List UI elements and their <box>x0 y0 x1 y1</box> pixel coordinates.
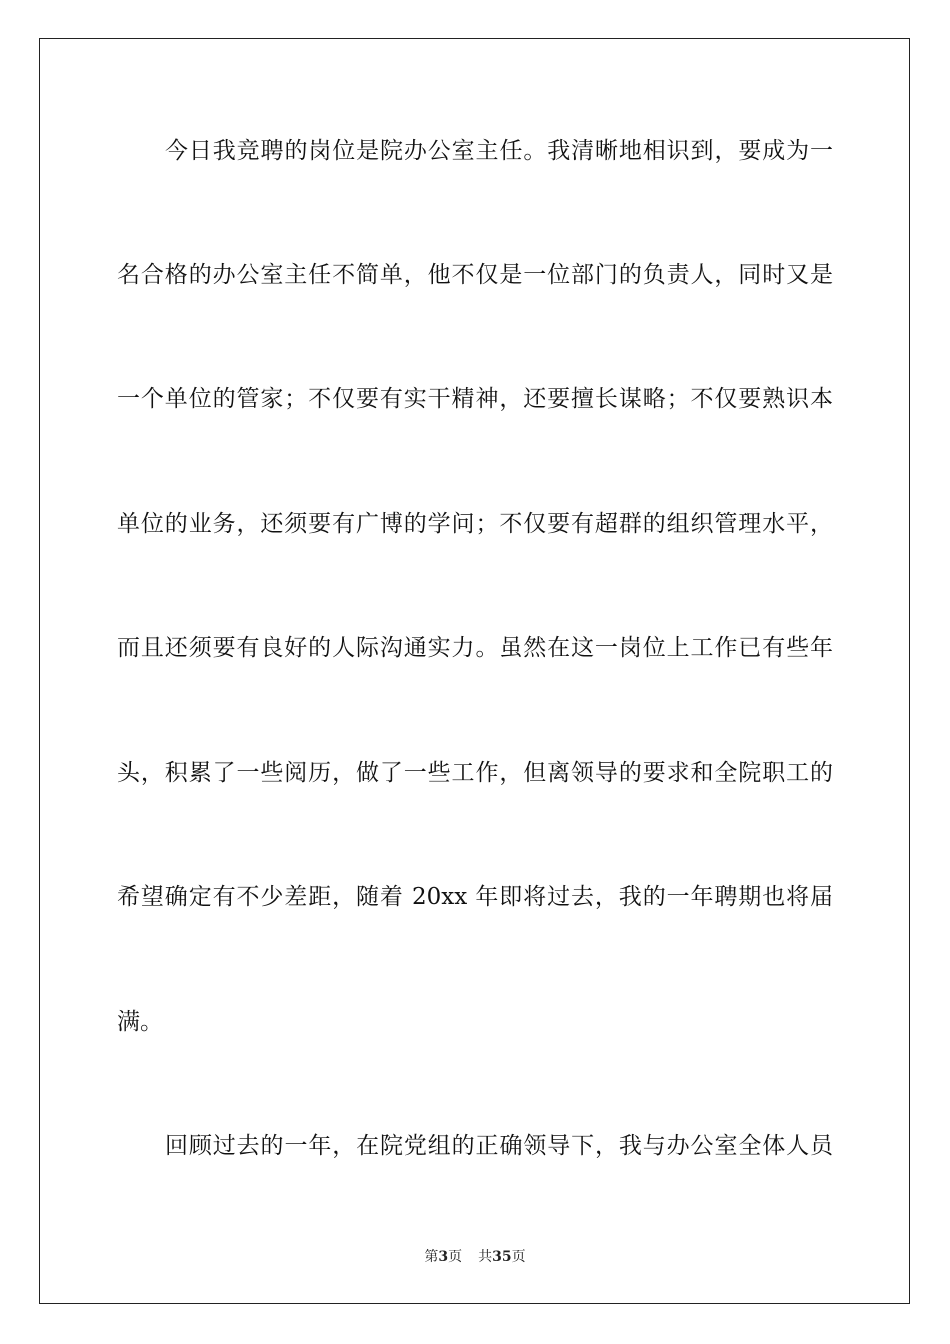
page-footer <box>0 1248 950 1266</box>
paragraph-1-line-6: 头，积累了一些阅历，做了一些工作，但离领导的要求和全院职工的 <box>117 760 833 786</box>
paragraph-1-line-4: 单位的业务，还须要有广博的学问；不仅要有超群的组织管理水平， <box>117 511 833 537</box>
paragraph-1-line-5: 而且还须要有良好的人际沟通实力。虽然在这一岗位上工作已有些年 <box>117 635 833 661</box>
page-suffix: 页 <box>448 1249 463 1265</box>
paragraph-1-line-1: 今日我竞聘的岗位是院办公室主任。我清晰地相识到，要成为一 <box>165 138 833 164</box>
page-border <box>39 38 910 1304</box>
paragraph-2-line-1: 回顾过去的一年，在院党组的正确领导下，我与办公室全体人员 <box>165 1133 833 1159</box>
total-suffix: 页 <box>511 1249 526 1265</box>
page-number: 3 <box>438 1249 449 1265</box>
page-prefix: 第 <box>424 1249 439 1265</box>
total-prefix: 共 <box>478 1249 493 1265</box>
paragraph-1-line-7: 希望确定有不少差距，随着 20xx 年即将过去，我的一年聘期也将届 <box>117 884 833 910</box>
total-pages: 35 <box>492 1249 512 1265</box>
paragraph-1-line-8: 满。 <box>117 1009 163 1035</box>
paragraph-1-line-3: 一个单位的管家；不仅要有实干精神，还要擅长谋略；不仅要熟识本 <box>117 386 833 412</box>
paragraph-1-line-2: 名合格的办公室主任不简单，他不仅是一位部门的负责人，同时又是 <box>117 262 833 288</box>
